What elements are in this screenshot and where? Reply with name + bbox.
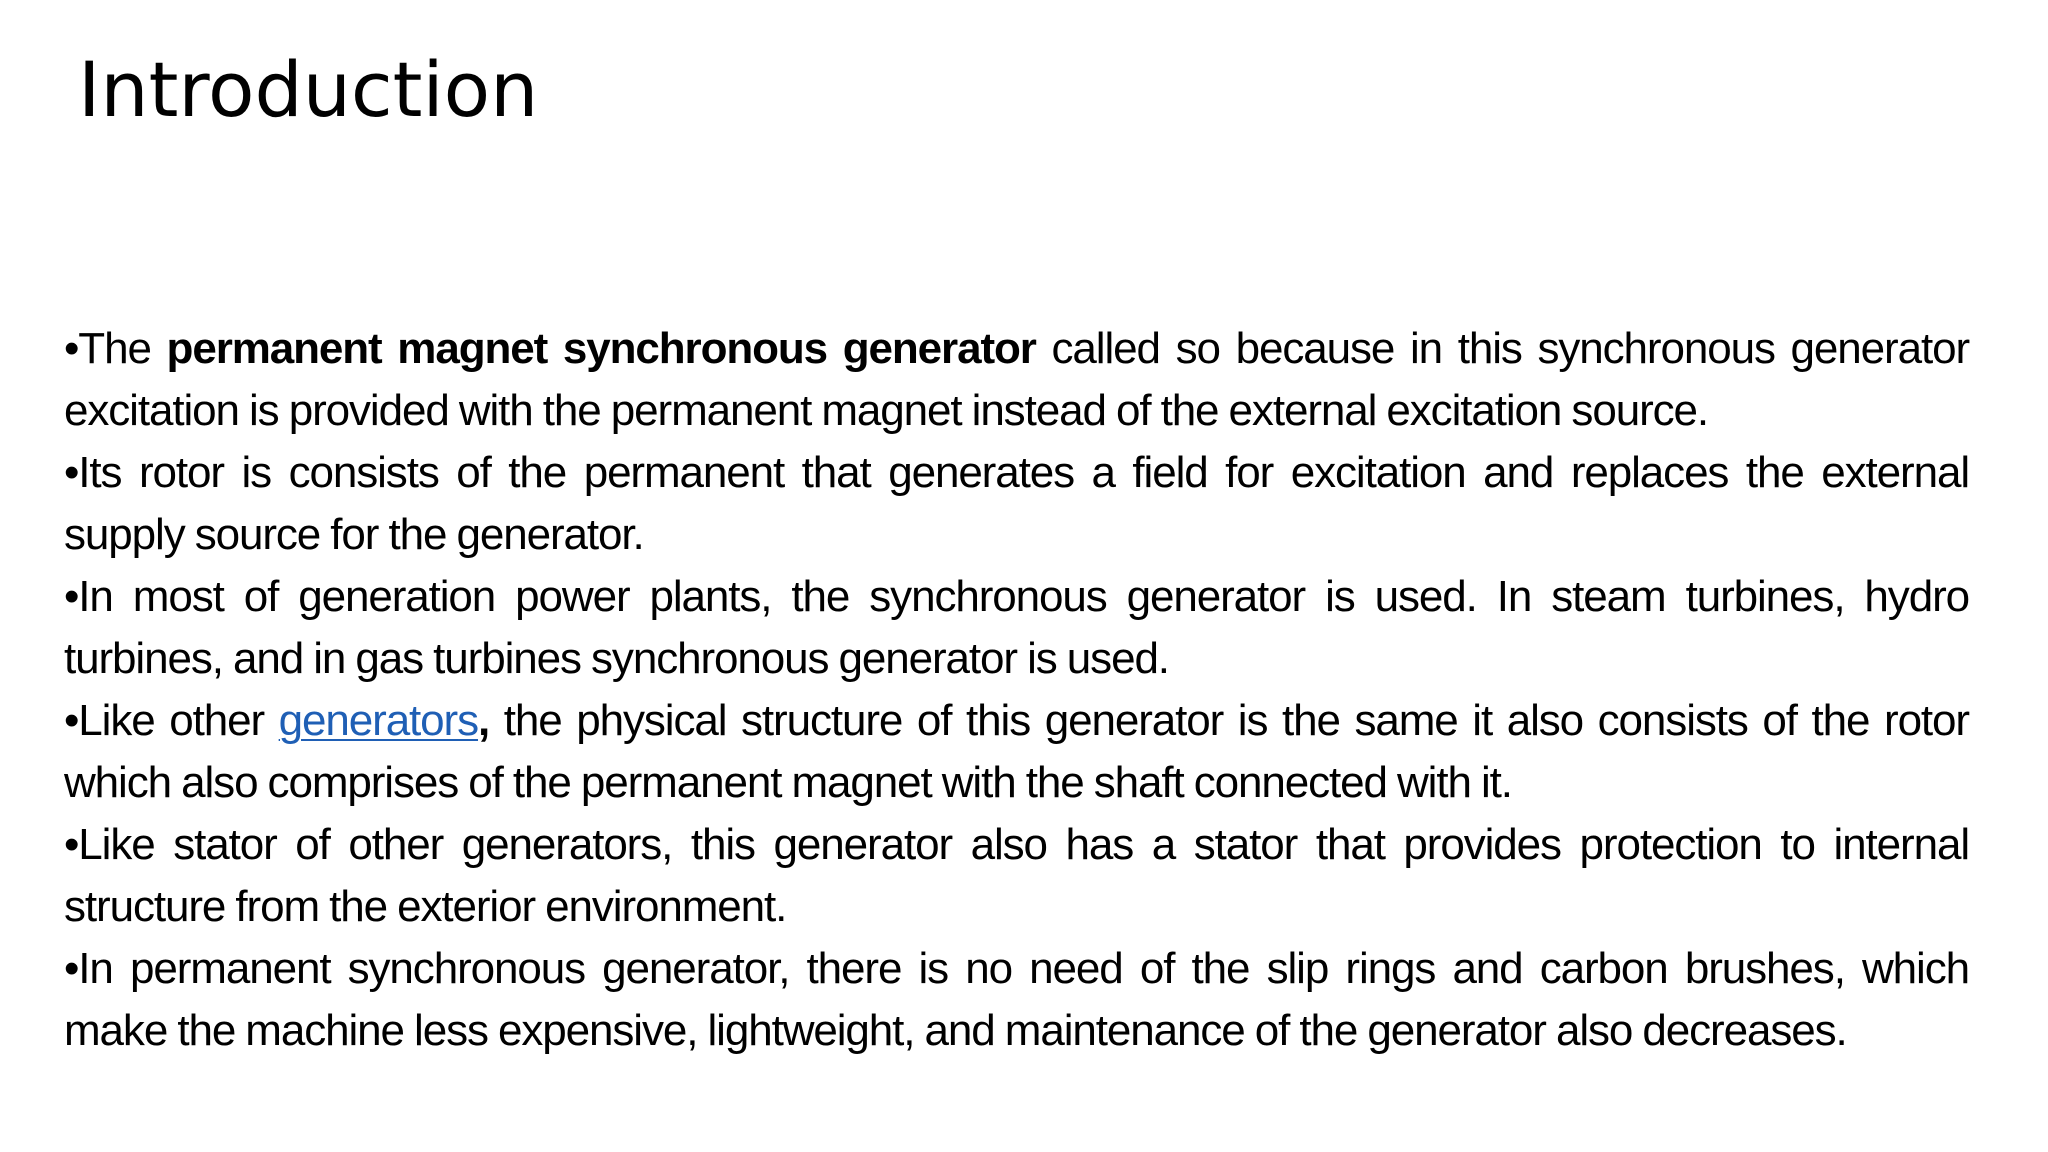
bullet-text: •In most of generation power plants, the synchronous generator is used. In steam turbines, hydro turbines, and in gas turbines synchronous generator is used. xyxy=(64,572,1969,683)
bullet-item xyxy=(64,690,1969,814)
bullet-item xyxy=(64,566,1969,690)
bullet-text: •Its rotor is consists of the permanent that generates a field for excitation and replaces the external supply source for the generator. xyxy=(64,448,1969,559)
generators-link[interactable]: generators xyxy=(278,696,479,745)
bullet-bold-comma: , xyxy=(478,696,490,745)
bullet-text: •Like other xyxy=(64,696,279,745)
bullet-text: •Like stator of other generators, this generator also has a stator that provides protection to internal structure from the exterior environment. xyxy=(64,820,1969,931)
bullet-text: •In permanent synchronous generator, there is no need of the slip rings and carbon brushes, which make the machine less expensive, lightweight, and maintenance of the generator also decreases. xyxy=(64,944,1969,1055)
bullet-text: •The xyxy=(64,324,167,373)
bullet-item xyxy=(64,442,1969,566)
bullet-item xyxy=(64,814,1969,938)
bullet-item xyxy=(64,938,1969,1062)
bullet-item xyxy=(64,318,1969,442)
bullet-list xyxy=(64,318,1969,1062)
slide-title: Introduction xyxy=(78,45,539,134)
bullet-text: the physical structure of this generator is the same it also consists of the rotor which also comprises of the permanent magnet with the shaft connected with it. xyxy=(64,696,1969,807)
bullet-text: called so because in this synchronous generator excitation is provided with the permanent magnet instead of the external excitation source. xyxy=(64,324,1970,435)
bullet-bold-term: permanent magnet synchronous generator xyxy=(166,324,1036,373)
